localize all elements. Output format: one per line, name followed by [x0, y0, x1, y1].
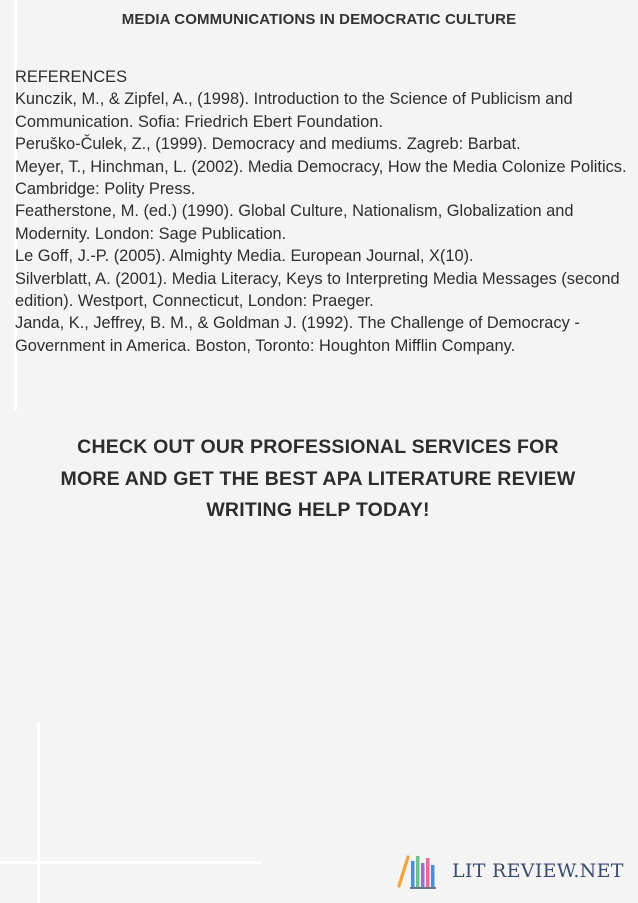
cta-line: CHECK OUT OUR PROFESSIONAL SERVICES FOR: [77, 436, 559, 458]
reference-entry: Kunczik, M., & Zipfel, A., (1998). Introduction to the Science of Publicism and Communication. Sofia: Friedrich Ebert Foundation.: [15, 90, 573, 131]
call-to-action: [20, 432, 616, 527]
reference-entry: Le Goff, J.-P. (2005). Almighty Media. European Journal, X(10).: [15, 247, 474, 266]
cta-line: WRITING HELP TODAY!: [206, 499, 430, 521]
logo-text: LIT REVIEW.NET: [452, 860, 624, 882]
reference-entry: Peruško-Čulek, Z., (1999). Democracy and mediums. Zagreb: Barbat.: [15, 135, 521, 154]
reference-entry: Meyer, T., Hinchman, L. (2002). Media Democracy, How the Media Colonize Politics. Cambridge: Polity Press.: [15, 157, 627, 199]
reference-entry: Janda, K., Jeffrey, B. M., & Goldman J. (1992). The Challenge of Democracy - Government in America. Boston, Toronto: Houghton Mifflin Company.: [15, 314, 580, 355]
document-title: MEDIA COMMUNICATIONS IN DEMOCRATIC CULTURE: [121, 11, 517, 28]
cta-line: MORE AND GET THE BEST APA LITERATURE REVIEW: [60, 467, 576, 490]
site-logo[interactable]: [396, 852, 624, 890]
books-icon: [396, 853, 440, 889]
decorative-line-bottom-horizontal: [0, 861, 260, 864]
references-section: [15, 66, 627, 357]
references-heading: REFERENCES: [15, 68, 128, 86]
decorative-line-bottom-vertical: [37, 722, 40, 903]
reference-entry: Silverblatt, A. (2001). Media Literacy, Keys to Interpreting Media Messages (second edition). Westport, Connecticut, London: Praeger.: [15, 269, 620, 311]
reference-entry: Featherstone, M. (ed.) (1990). Global Culture, Nationalism, Globalization and Modernity. London: Sage Publication.: [15, 202, 574, 243]
